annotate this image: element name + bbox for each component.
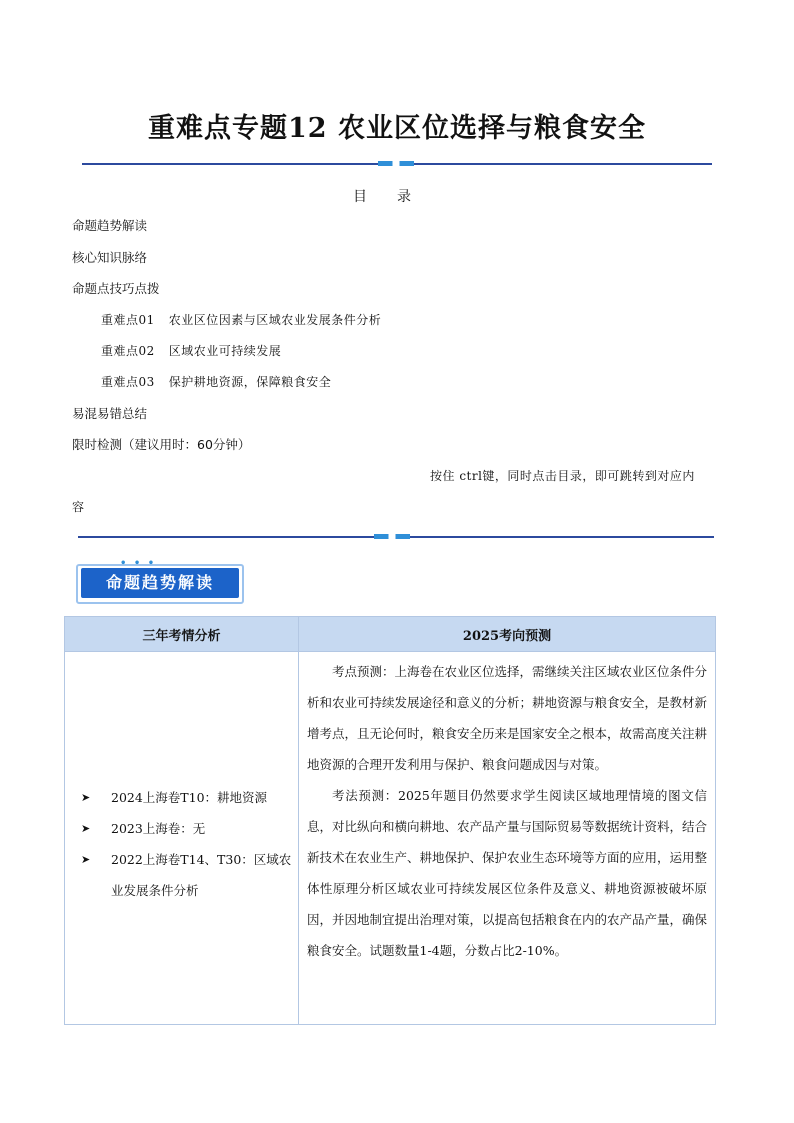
document-title: 重难点专题12 农业区位选择与粮食安全 xyxy=(148,113,646,144)
table-header-cell: 2025考向预测 xyxy=(299,617,716,652)
table-row xyxy=(65,652,716,1025)
toc-navigation-hint: 按住 ctrl键，同时点击目录，即可跳转到对应内 xyxy=(430,469,695,483)
toc-subitem-01[interactable] xyxy=(101,311,381,328)
arrow-bullet-icon: ➤ xyxy=(81,853,91,866)
divider-ornament xyxy=(374,534,410,539)
toc-subitem-number: 重难点02 xyxy=(101,344,155,358)
toc-subitem-number: 重难点01 xyxy=(101,313,155,327)
table-header-cell: 三年考情分析 xyxy=(65,617,299,652)
forecast-paragraph: 考点预测：上海卷在农业区位选择，需继续关注区域农业区位条件分析和农业可持续发展途径和意义的分析；耕地资源与粮食安全，是教材新增考点，且无论何时，粮食安全历来是国家安全之根本，故需高度关注耕地资源的合理开发利用与保护、粮食问题成因与对策。 xyxy=(307,664,708,772)
toc-subitem-02[interactable] xyxy=(101,342,281,359)
section-badge xyxy=(76,558,246,606)
arrow-bullet-icon: ➤ xyxy=(81,822,91,835)
list-item xyxy=(81,813,296,844)
table-header-row xyxy=(65,617,716,652)
forecast-paragraph: 考法预测：2025年题目仍然要求学生阅读区域地理情境的图文信息，对比纵向和横向耕地、农产品产量与国际贸易等数据统计资料，结合新技术在农业生产、耕地保护、保护农业生态环境等方面的应用，运用整体性原理分析区域农业可持续发展区位条件及意义、耕地资源被破坏原因，并因地制宜提出治理对策，以提高包括粮食在内的农产品产量，确保粮食安全。试题数量1-4题，分数占比2-10%。 xyxy=(307,788,708,958)
trend-table xyxy=(64,616,716,1025)
list-item-text: 2024上海卷T10：耕地资源 xyxy=(111,790,268,805)
toc-item-knowledge[interactable]: 核心知识脉络 xyxy=(72,250,148,265)
toc-heading: 目录 xyxy=(353,189,441,205)
toc-subitem-label: 保护耕地资源，保障粮食安全 xyxy=(168,375,332,389)
toc-item-mistakes[interactable]: 易混易错总结 xyxy=(72,406,148,421)
badge-dots-icon: • • • xyxy=(120,558,157,569)
section-badge-label: 命题趋势解读 xyxy=(105,573,214,592)
table-cell-history xyxy=(65,652,299,1025)
table-cell-forecast xyxy=(299,652,716,1025)
list-item xyxy=(81,844,296,906)
toc-subitem-number: 重难点03 xyxy=(101,375,155,389)
divider-ornament xyxy=(378,161,414,166)
toc-subitem-label: 区域农业可持续发展 xyxy=(168,344,282,358)
exam-history-list xyxy=(81,782,296,906)
toc-item-skills[interactable]: 命题点技巧点拨 xyxy=(72,281,160,296)
toc-subitem-label: 农业区位因素与区域农业发展条件分析 xyxy=(168,313,382,327)
list-item-text: 2022上海卷T14、T30：区域农业发展条件分析 xyxy=(111,852,292,898)
list-item-text: 2023上海卷：无 xyxy=(111,821,206,836)
arrow-bullet-icon: ➤ xyxy=(81,791,91,804)
toc-item-trend[interactable]: 命题趋势解读 xyxy=(72,218,148,233)
toc-navigation-hint-continued: 容 xyxy=(72,500,85,514)
list-item xyxy=(81,782,296,813)
toc-subitem-03[interactable] xyxy=(101,373,331,390)
toc-item-timed-test[interactable]: 限时检测（建议用时：60分钟） xyxy=(72,437,251,452)
